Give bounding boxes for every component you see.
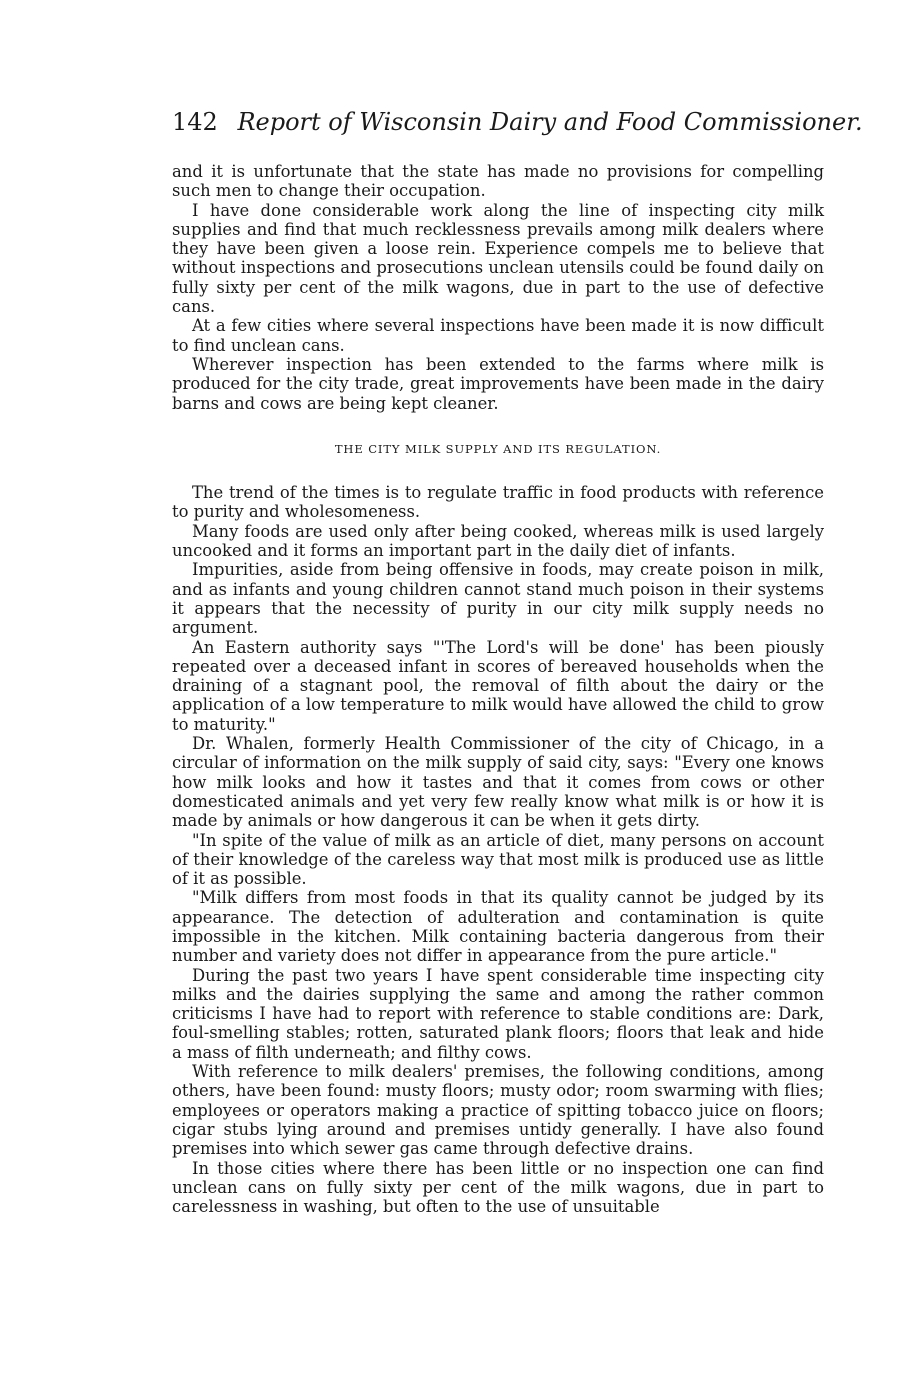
paragraph: Impurities, aside from being offensive in foods, may create poison in milk, and as infants and young children cannot stand much poison in their systems it appears that the necessity of purity in our city milk supply needs no argument. (172, 560, 824, 638)
paragraph: "In spite of the value of milk as an article of diet, many persons on account of their knowledge of the careless way that most milk is produced use as little of it as possible. (172, 830, 824, 889)
paragraph: During the past two years I have spent considerable time inspecting city milks and the dairies supplying the same and among the rather common criticisms I have had to report with reference to stable conditions are: Dark, foul-smelling stables; rotten, saturated plank floors; floors that leak and hide a mass of filth underneath; and filthy cows. (172, 965, 824, 1062)
paragraph: Dr. Whalen, formerly Health Commissioner of the city of Chicago, in a circular of information on the milk supply of said city, says: "Every one knows how milk looks and how it tastes and that it comes from cows or other domesticated animals and yet very few really know what milk is or how it is made by animals or how dangerous it can be when it gets dirty. (172, 734, 824, 831)
section-title: THE CITY MILK SUPPLY AND ITS REGULATION. (334, 441, 662, 456)
page-header (172, 108, 863, 136)
paragraph: "Milk differs from most foods in that its quality cannot be judged by its appearance. The detection of adulteration and contamination is quite impossible in the kitchen. Milk containing bacteria dangerous from their number and variety does not differ in appearance from the pure article." (172, 888, 824, 966)
paragraph: The trend of the times is to regulate traffic in food products with reference to purity and wholesomeness. (172, 483, 824, 522)
paragraph: In those cities where there has been little or no inspection one can find unclean cans on fully sixty per cent of the milk wagons, due in part to carelessness in washing, but often to the use of unsuitable (172, 1158, 824, 1217)
running-title: Report of Wisconsin Dairy and Food Commissioner. (237, 108, 863, 136)
paragraph: At a few cities where several inspections have been made it is now difficult to find unclean cans. (172, 316, 824, 355)
paragraph: Many foods are used only after being cooked, whereas milk is used largely uncooked and it forms an important part in the daily diet of infants. (172, 521, 824, 561)
paragraph: An Eastern authority says "'The Lord's will be done' has been piously repeated over a deceased infant in scores of bereaved households when the draining of a stagnant pool, the removal of filth about the dairy or the application of a low temperature to milk would have allowed the child to grow to maturity." (172, 637, 824, 734)
paragraph: With reference to milk dealers' premises, the following conditions, among others, have been found: musty floors; musty odor; room swarming with flies; employees or operators making a practice of spitting tobacco juice on floors; cigar stubs lying around and premises untidy generally. I have also found premises into which sewer gas came through defective drains. (172, 1062, 824, 1159)
paragraph: I have done considerable work along the line of inspecting city milk supplies and find that much recklessness prevails among milk dealers where they have been given a loose rein. Experience compels me to believe that without inspections and prosecutions unclean utensils could be found daily on fully sixty per cent of the milk wagons, due in part to the use of defective cans. (172, 200, 824, 317)
page-number: 142 (172, 108, 218, 136)
paragraph: and it is unfortunate that the state has made no provisions for compelling such men to change their occupation. (172, 162, 824, 201)
body-text (172, 162, 824, 1216)
paragraph: Wherever inspection has been extended to the farms where milk is produced for the city trade, great improvements have been made in the dairy barns and cows are being kept cleaner. (172, 354, 824, 413)
